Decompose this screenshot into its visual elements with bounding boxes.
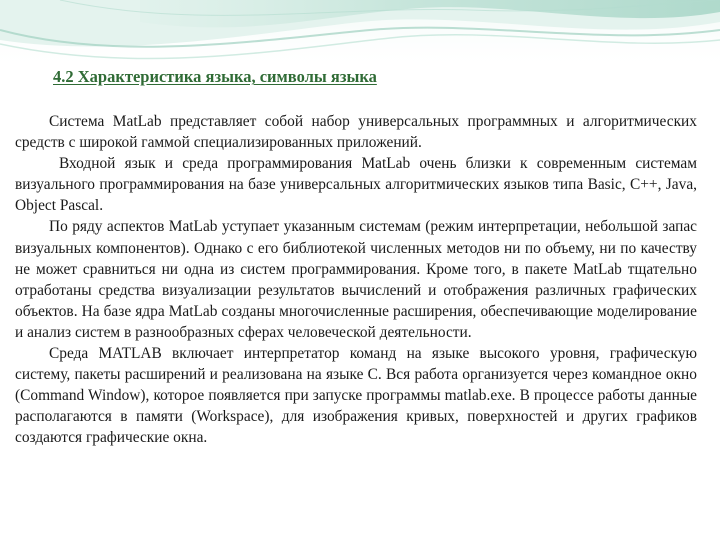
paragraph-1: Система MatLab представляет собой набор универсальных программных и алгоритмических средств с широкой гаммой специализированных приложений. xyxy=(15,113,697,152)
paragraph-4: Среда MATLAB включает интерпретатор команд на языке высокого уровня, графическую систему, пакеты расширений и реализована на языке С. Вся работа организуется через командное окно (Command Window), которое появляется при запуске программы matlab.exe. В процессе работы данные располагаются в памяти (Workspace), для изображения кривых, поверхностей и других графиков создаются графические окна. xyxy=(15,345,697,447)
paragraph-2: Входной язык и среда программирования MatLab очень близки к современным системам визуального программирования на базе универсальных алгоритмических языков типа Basic, C++, Java, Object Pascal. xyxy=(15,155,697,215)
paragraph-3: По ряду аспектов MatLab уступает указанным системам (режим интерпретации, небольшой запас визуальных компонентов). Однако с его библиотекой численных методов ни по объему, ни по качеству не может сравниться ни одна из систем программирования. Кроме того, в пакете MatLab тщательно отработаны средства визуализации результатов вычислений и отображения различных графических объектов. На базе ядра MatLab созданы многочисленные расширения, обеспечивающие моделирование и анализ систем в разнообразных сферах человеческой деятельности. xyxy=(15,218,697,341)
slide-content xyxy=(15,0,697,540)
slide-body xyxy=(15,111,697,449)
slide-heading: 4.2 Характеристика языка, символы языка xyxy=(53,67,377,86)
